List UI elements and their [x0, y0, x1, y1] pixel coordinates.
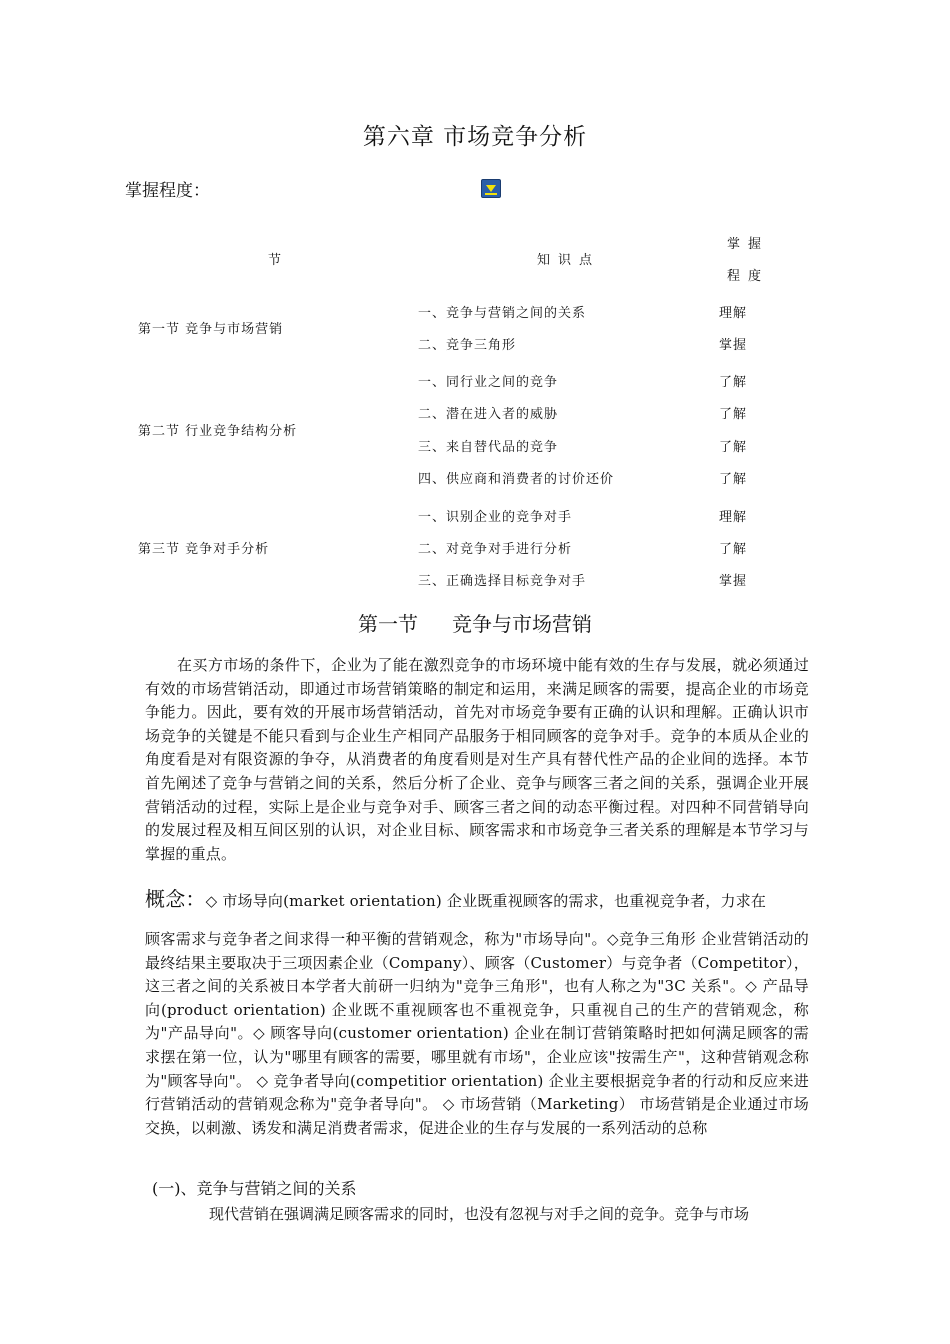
- table-level-cell: 掌握: [719, 338, 748, 353]
- table-level-cell: 了解: [719, 542, 748, 557]
- concept-first-line: [145, 886, 809, 914]
- table-point-cell: 三、正确选择目标竞争对手: [418, 574, 587, 589]
- section-heading-text: 竞争与市场营销: [452, 612, 592, 636]
- table-level-cell: 了解: [719, 440, 748, 455]
- table-point-cell: 三、来自替代品的竞争: [418, 440, 559, 455]
- table-level-cell: 了解: [719, 472, 748, 487]
- table-section-cell: 第二节 行业竞争结构分析: [138, 424, 298, 439]
- table-level-cell: 理解: [719, 306, 748, 321]
- table-point-cell: 一、同行业之间的竞争: [418, 375, 559, 390]
- table-header-points: 知识点: [537, 253, 601, 268]
- table-level-cell: 掌握: [719, 574, 748, 589]
- sub-heading: (一)、竞争与营销之间的关系: [152, 1179, 357, 1198]
- table-level-cell: 理解: [719, 510, 748, 525]
- table-level-cell: 了解: [719, 407, 748, 422]
- table-point-cell: 二、对竞争对手进行分析: [418, 542, 573, 557]
- table-point-cell: 一、竞争与营销之间的关系: [418, 306, 587, 321]
- table-point-cell: 一、识别企业的竞争对手: [418, 510, 573, 525]
- table-level-cell: 了解: [719, 375, 748, 390]
- intro-paragraph: 在买方市场的条件下，企业为了能在激烈竞争的市场环境中能有效的生存与发展，就必须通过有效的市场营销活动，即通过市场营销策略的制定和运用，来满足顾客的需要，提高企业的市场竞争能力。因此，要有效的开展市场营销活动，首先对市场竞争要有正确的认识和理解。正确认识市场竞争的关键是不能只看到与企业生产相同产品服务于相同顾客的竞争对手。竞争的本质从企业的角度看是对有限资源的争夺，从消费者的角度看则是对生产具有替代性产品的企业间的选择。本节首先阐述了竞争与营销之间的关系，然后分析了企业、竞争与顾客三者之间的关系，强调企业开展营销活动的过程，实际上是企业与竞争对手、顾客三者之间的动态平衡过程。对四种不同营销导向的发展过程及相互间区别的认识，对企业目标、顾客需求和市场竞争三者关系的理解是本节学习与掌握的重点。: [145, 656, 809, 863]
- table-header-level-line1: 掌握: [727, 237, 770, 252]
- chapter-title: 第六章 市场竞争分析: [362, 124, 588, 150]
- table-point-cell: 四、供应商和消费者的讨价还价: [418, 472, 615, 487]
- table-section-cell: 第三节 竞争对手分析: [138, 542, 270, 557]
- concept-line: ◇ 市场导向(market orientation) 企业既重视顾客的需求，也重视竞争者，力求在: [205, 892, 767, 910]
- table-section-cell: 第一节 竞争与市场营销: [138, 322, 284, 337]
- concept-heading: 概念：: [145, 887, 206, 911]
- body-paragraph: 现代营销在强调满足顾客需求的同时，也没有忽视与对手之间的竞争。竞争与市场: [209, 1205, 750, 1223]
- table-point-cell: 二、竞争三角形: [418, 338, 517, 353]
- section-heading-number: 第一节: [358, 612, 418, 636]
- table-point-cell: 二、潜在进入者的威胁: [418, 407, 559, 422]
- dropdown-arrow-icon[interactable]: [481, 179, 501, 198]
- mastery-label: 掌握程度：: [125, 181, 210, 201]
- table-header-section: 节: [268, 253, 290, 268]
- table-header-level-line2: 程度: [727, 269, 770, 284]
- concept-paragraph: 顾客需求与竞争者之间求得一种平衡的营销观念，称为"市场导向"。◇竞争三角形 企业营销活动的最终结果主要取决于三项因素企业（Company）、顾客（Customer）与竞争者（Competitor），这三者之间的关系被日本学者大前研一归纳为"竞争三角形"，也有人称之为"3C 关系"。◇ 产品导向(product orientation) 企业既不重视顾客也不重视竞争，只重视自己的生产的营销观念，称为"产品导向"。◇ 顾客导向(customer orientation) 企业在制订营销策略时把如何满足顾客的需求摆在第一位，认为"哪里有顾客的需要，哪里就有市场"，企业应该"按需生产"，这种营销观念称为"顾客导向"。 ◇ 竞争者导向(competitior orientation) 企业主要根据竞争者的行动和反应来进行营销活动的营销观念称为"竞争者导向"。 ◇ 市场营销（Marketing） 市场营销是企业通过市场交换，以刺激、诱发和满足消费者需求，促进企业的生存与发展的一系列活动的总称: [145, 930, 809, 1137]
- section-heading: [0, 608, 950, 637]
